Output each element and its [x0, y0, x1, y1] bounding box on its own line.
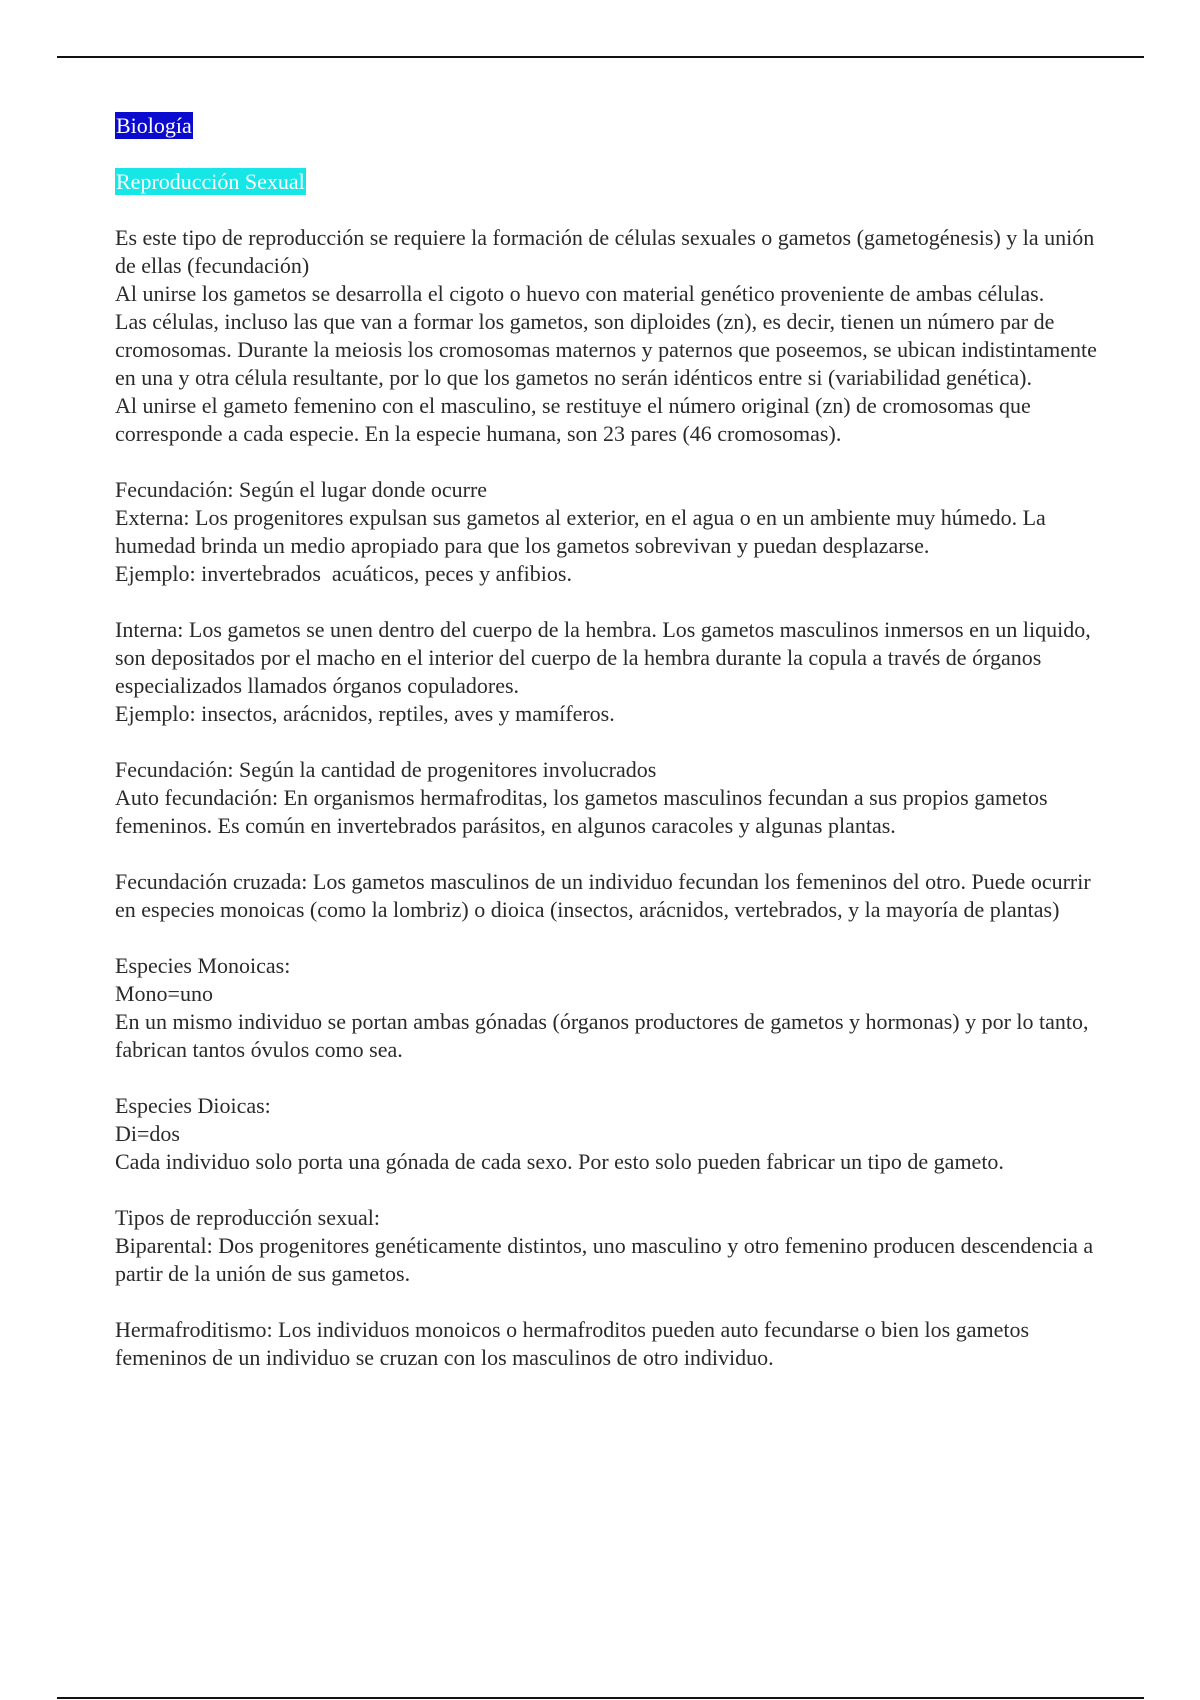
paragraph-line: Ejemplo: insectos, arácnidos, reptiles, aves y mamíferos.	[115, 701, 615, 726]
paragraph-line: Especies Monoicas:	[115, 953, 291, 978]
paragraph-line: Cada individuo solo porta una gónada de cada sexo. Por esto solo pueden fabricar un tipo de gameto.	[115, 1149, 1004, 1174]
paragraph-line: Di=dos	[115, 1121, 180, 1146]
paragraph-fecundacion-interna	[115, 616, 1105, 728]
paragraph-line: Tipos de reproducción sexual:	[115, 1205, 380, 1230]
document-subtitle: Reproducción Sexual	[116, 169, 305, 194]
paragraph-hermafroditismo	[115, 1316, 1105, 1372]
paragraph-auto-fecundacion	[115, 756, 1105, 840]
paragraph-fecundacion-externa	[115, 476, 1105, 588]
footer-rule	[57, 1697, 1144, 1699]
paragraph-line: Ejemplo: invertebrados acuáticos, peces y anfibios.	[115, 561, 572, 586]
paragraph-line: Fecundación: Según la cantidad de progenitores involucrados	[115, 757, 657, 782]
paragraph-line: Las células, incluso las que van a formar los gametos, son diploides (zn), es decir, tienen un número par de cromosomas. Durante la meiosis los cromosomas maternos y paternos que poseemos, se ubican indistintamente en una y otra célula resultante, por lo que los gametos no serán idénticos entre si (variabilidad genética).	[115, 309, 1103, 390]
paragraph-tipos-reproduccion	[115, 1204, 1105, 1288]
paragraph-line: Auto fecundación: En organismos hermafroditas, los gametos masculinos fecundan a sus propios gametos femeninos. Es común en invertebrados parásitos, en algunos caracoles y algunas plantas.	[115, 785, 1054, 838]
document-title: Biología	[116, 113, 192, 138]
title-line	[115, 112, 1105, 140]
subtitle-line	[115, 168, 1105, 196]
paragraph-especies-dioicas	[115, 1092, 1105, 1176]
paragraph-line: Interna: Los gametos se unen dentro del cuerpo de la hembra. Los gametos masculinos inmersos en un liquido, son depositados por el macho en el interior del cuerpo de la hembra durante la copula a través de órganos especializados llamados órganos copuladores.	[115, 617, 1097, 698]
paragraph-line: Al unirse los gametos se desarrolla el cigoto o huevo con material genético proveniente de ambas células.	[115, 281, 1045, 306]
paragraph-line: Es este tipo de reproducción se requiere la formación de células sexuales o gametos (gametogénesis) y la unión de ellas (fecundación)	[115, 225, 1100, 278]
paragraph-line: Mono=uno	[115, 981, 213, 1006]
paragraph-line: Externa: Los progenitores expulsan sus gametos al exterior, en el agua o en un ambiente muy húmedo. La humedad brinda un medio apropiado para que los gametos sobrevivan y puedan desplazarse.	[115, 505, 1052, 558]
paragraph-fecundacion-cruzada	[115, 868, 1105, 924]
paragraph-line: Hermafroditismo: Los individuos monoicos o hermafroditos pueden auto fecundarse o bien los gametos femeninos de un individuo se cruzan con los masculinos de otro individuo.	[115, 1317, 1035, 1370]
header-rule	[57, 56, 1144, 58]
paragraph-line: Especies Dioicas:	[115, 1093, 271, 1118]
paragraph-intro	[115, 224, 1105, 448]
paragraph-line: Fecundación: Según el lugar donde ocurre	[115, 477, 488, 502]
paragraph-line: Fecundación cruzada: Los gametos masculinos de un individuo fecundan los femeninos del otro. Puede ocurrir en especies monoicas (como la lombriz) o dioica (insectos, arácnidos, vertebrados, y la mayoría de plantas)	[115, 869, 1097, 922]
paragraph-line: Biparental: Dos progenitores genéticamente distintos, uno masculino y otro femenino producen descendencia a partir de la unión de sus gametos.	[115, 1233, 1099, 1286]
paragraph-especies-monoicas	[115, 952, 1105, 1064]
paragraph-line: En un mismo individuo se portan ambas gónadas (órganos productores de gametos y hormonas) y por lo tanto, fabrican tantos óvulos como sea.	[115, 1009, 1095, 1062]
document-body	[115, 112, 1105, 1400]
paragraph-line: Al unirse el gameto femenino con el masculino, se restituye el número original (zn) de cromosomas que corresponde a cada especie. En la especie humana, son 23 pares (46 cromosomas).	[115, 393, 1037, 446]
